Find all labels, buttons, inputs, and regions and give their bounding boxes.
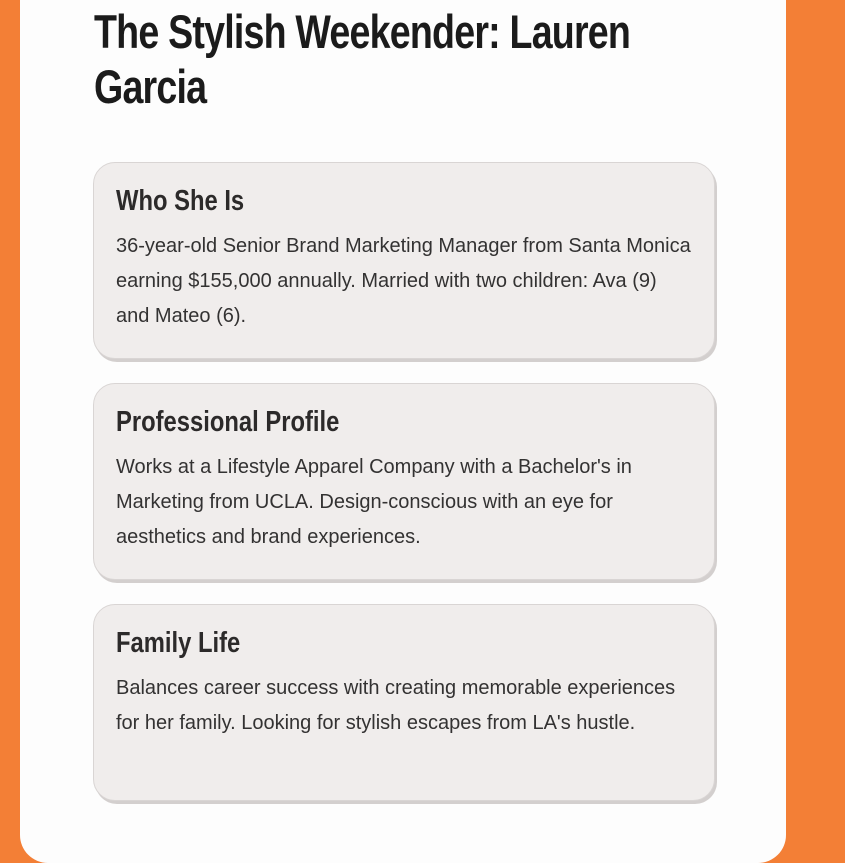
card-professional-profile bbox=[93, 383, 715, 580]
card-heading: Who She Is bbox=[116, 185, 245, 217]
card-who-she-is bbox=[93, 162, 715, 359]
card-family-life bbox=[93, 604, 715, 801]
card-heading: Professional Profile bbox=[116, 406, 340, 438]
card-body: 36-year-old Senior Brand Marketing Manager from Santa Monica earning $155,000 annually. Married with two children: Ava (9) and Mateo (6). bbox=[116, 235, 691, 327]
page-title: The Stylish Weekender: Lauren Garcia bbox=[94, 5, 631, 113]
card-body: Balances career success with creating memorable experiences for her family. Looking for stylish escapes from LA's hustle. bbox=[116, 677, 676, 734]
card-heading: Family Life bbox=[116, 627, 241, 659]
card-body: Works at a Lifestyle Apparel Company with a Bachelor's in Marketing from UCLA. Design-conscious with an eye for aesthetics and brand experiences. bbox=[116, 456, 632, 548]
